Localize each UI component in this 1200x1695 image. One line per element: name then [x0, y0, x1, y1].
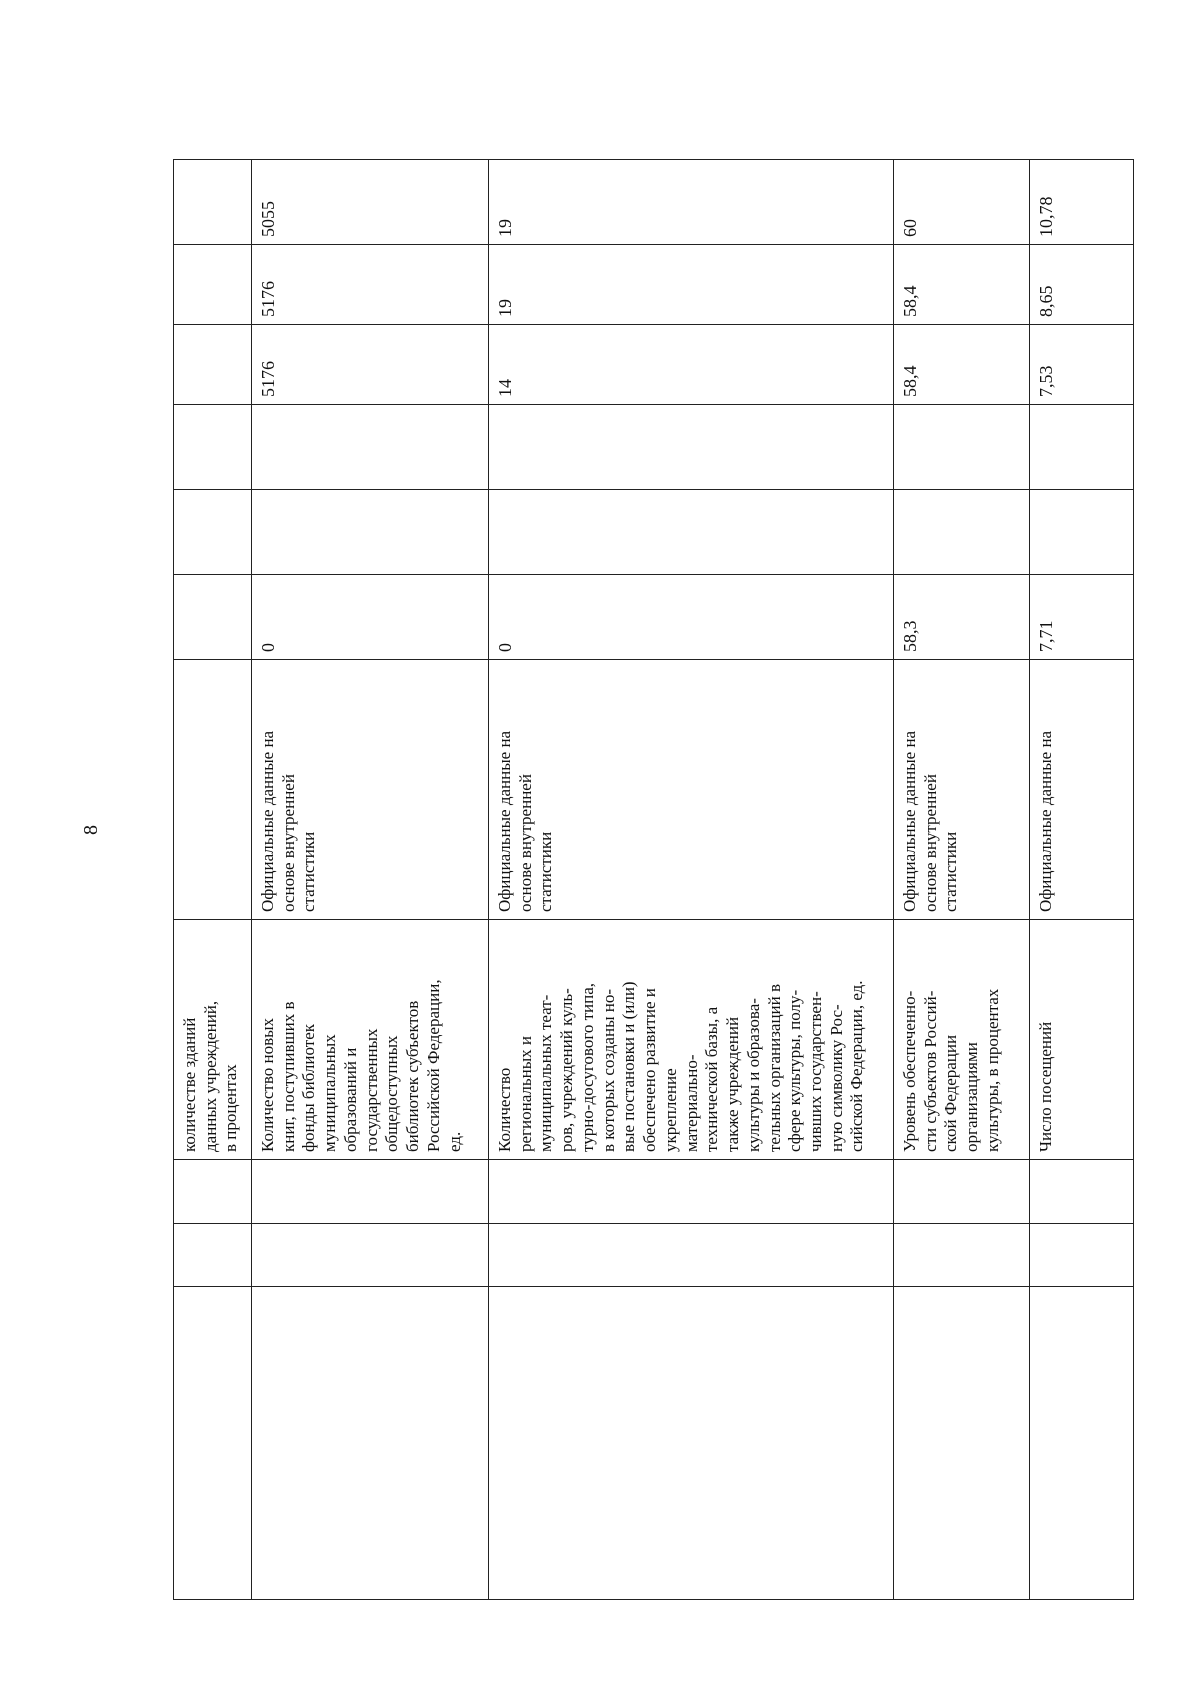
empty-cell [174, 1160, 252, 1224]
table-row [1030, 160, 1134, 1600]
value-cell [1030, 405, 1134, 490]
value-cell: 58,4 [894, 245, 1030, 325]
indicator-cell: Уровень обеспеченно- сти субъектов Россий- ской Федерации организациями культуры, в процентах [894, 920, 1030, 1160]
value-cell: 5176 [252, 325, 489, 405]
source-cell: Официальные данные на основе внутренней статистики [894, 660, 1030, 920]
table-row [174, 160, 252, 1600]
value-cell [174, 325, 252, 405]
indicator-cell: Число посещений [1030, 920, 1134, 1160]
indicator-cell: количестве зданий данных учреждений, в процентах [174, 920, 252, 1160]
value-cell [489, 490, 894, 575]
rotated-table-wrapper [173, 160, 1133, 1600]
source-cell [174, 660, 252, 920]
base-value-cell: 7,71 [1030, 575, 1134, 660]
empty-cell [1030, 1224, 1134, 1287]
value-cell [252, 490, 489, 575]
empty-cell [894, 1160, 1030, 1224]
value-cell: 5176 [252, 245, 489, 325]
table-row [489, 160, 894, 1600]
value-cell [894, 490, 1030, 575]
source-cell: Официальные данные на основе внутренней статистики [489, 660, 894, 920]
value-cell: 58,4 [894, 325, 1030, 405]
value-cell [252, 405, 489, 490]
empty-cell [174, 1287, 252, 1600]
value-cell [174, 490, 252, 575]
indicator-cell: Количество новых книг, поступивших в фонды библиотек муниципальных образований и государственных общедоступных библиотек субъектов Российской Федерации, ед. [252, 920, 489, 1160]
empty-cell [1030, 1287, 1134, 1600]
value-cell: 60 [894, 160, 1030, 245]
value-cell [1030, 490, 1134, 575]
table-row [252, 160, 489, 1600]
value-cell: 19 [489, 160, 894, 245]
empty-cell [252, 1224, 489, 1287]
base-value-cell: 0 [252, 575, 489, 660]
empty-cell [1030, 1160, 1134, 1224]
base-value-cell: 58,3 [894, 575, 1030, 660]
value-cell [174, 245, 252, 325]
empty-cell [489, 1160, 894, 1224]
value-cell [894, 405, 1030, 490]
table-row [894, 160, 1030, 1600]
value-cell [174, 405, 252, 490]
value-cell: 19 [489, 245, 894, 325]
empty-cell [174, 1224, 252, 1287]
value-cell: 10,78 [1030, 160, 1134, 245]
base-value-cell [174, 575, 252, 660]
page-number: 8 [80, 825, 102, 835]
value-cell [174, 160, 252, 245]
value-cell: 14 [489, 325, 894, 405]
empty-cell [489, 1287, 894, 1600]
value-cell: 8,65 [1030, 245, 1134, 325]
empty-cell [894, 1287, 1030, 1600]
indicators-table [173, 159, 1134, 1600]
empty-cell [489, 1224, 894, 1287]
value-cell: 5055 [252, 160, 489, 245]
indicator-cell: Количество региональных и муниципальных теат- ров, учреждений куль- турно-досугового типа, в которых созданы но- вые постановки и (или) обеспечено развитие и укрепление материально- технической базы, а также учреждений культуры и образова- тельных организаций в сфере культуры, полу- чивших государствен- ную символику Рос- сийской Федерации, ед. [489, 920, 894, 1160]
empty-cell [894, 1224, 1030, 1287]
source-cell: Официальные данные на [1030, 660, 1134, 920]
empty-cell [252, 1160, 489, 1224]
value-cell: 7,53 [1030, 325, 1134, 405]
base-value-cell: 0 [489, 575, 894, 660]
value-cell [489, 405, 894, 490]
source-cell: Официальные данные на основе внутренней статистики [252, 660, 489, 920]
empty-cell [252, 1287, 489, 1600]
